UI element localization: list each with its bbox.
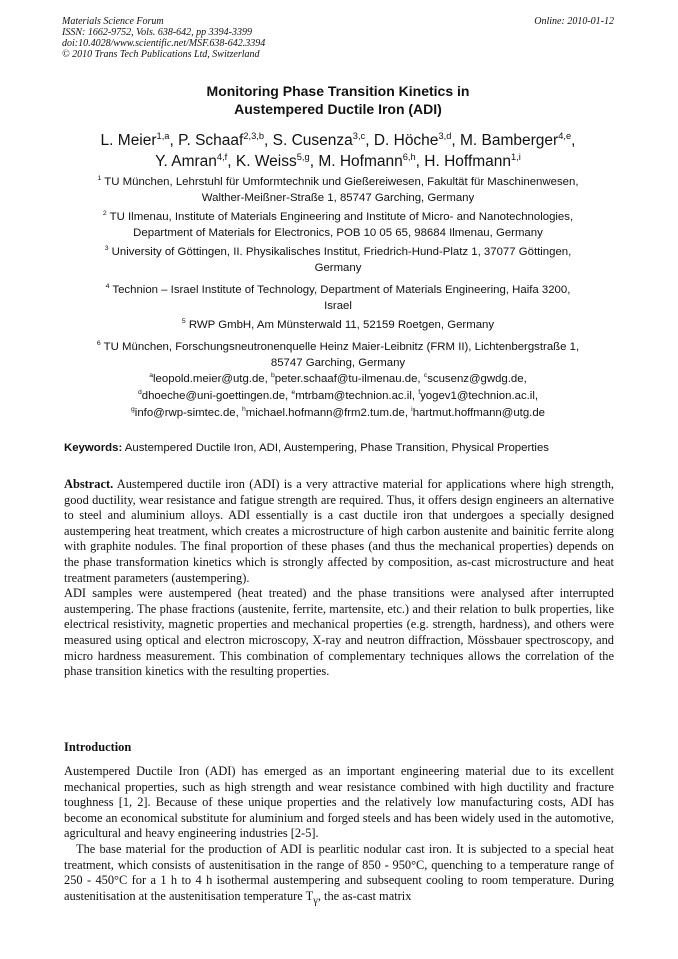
email-list [62,371,614,422]
affiliation-1: $^1$ TU München, Lehrstuhl für Umformtechnik und Gießereiwesen, Fakultät für Maschinenwesen, Walther-Meißner-Straße 1, 85747 Garching, Germany [97,175,579,204]
affiliation-4: $^4$ Technion – Israel Institute of Technology, Department of Materials Engineering, Haifa 3200, Israel [105,283,571,312]
copyright: © 2010 Trans Tech Publications Ltd, Switzerland [62,49,260,60]
introduction-paragraph-2: The base material for the production of ADI is pearlitic nodular cast iron. It is subjected to a special heat treatment, which consists of austenitisation in the range of 850 - 950°C, quenching to a temperature range of 250 - 450°C for a 1 h to 4 h isothermal austempering and subsequent cooling to room temperature. During austenitisation at the austenitisation temperature $T_\gamma$, the as-cast matrix [64,841,614,907]
author-line-1 [62,130,614,151]
abstract [64,477,614,680]
affiliation-6: $^6$ TU München, Forschungsneutronenquelle Heinz Maier-Leibnitz (FRM II), Lichtenbergstraße 1, 85747 Garching, Germany [96,340,580,369]
issn: ISSN: 1662-9752, Vols. 638-642, pp 3394-3399 [62,27,252,38]
doi: doi:10.4028/www.scientific.net/MSF.638-642.3394 [62,38,266,49]
title-line-2: Austempered Ductile Iron (ADI) [234,101,442,117]
abstract-paragraph-1: Abstract. Austempered ductile iron (ADI) is a very attractive material for applications where high strength, good ductility, wear resistance and fatigue strength are required. Thus, it offers design engineers an alternative to steel and aluminium alloys. ADI essentially is a cast ductile iron that undergoes a specially designed austempering heat treatment, which creates a microstructure of high carbon austenite and bainitic ferrite along with graphite nodules. The final proportion of these phases (and thus the mechanical properties) depends on the phase transformation kinetics which is strongly affected by composition, as-cast microstructure and heat treatment parameters (austempering). [64,477,614,585]
keywords-label: Keywords: [64,442,123,454]
email-link[interactable]: hartmut.hoffmann@utg.de [412,407,546,419]
author: Y. Amran$^{4,f}$, [155,151,236,170]
paper-title [62,82,614,118]
affiliation-2: $^2$ TU Ilmenau, Institute of Materials Engineering and Institute of Micro- and Nanotechnologies, Department of Materials for Electronics, POB 10 05 65, 98684 Ilmenau, Germany [102,210,574,239]
author-list [62,130,614,172]
email-link[interactable]: scusenz@gwdg.de, [427,373,527,385]
title-line-1: Monitoring Phase Transition Kinetics in [206,83,470,99]
keywords [64,440,616,456]
journal-header [62,16,614,60]
email-line-2: $^d$dhoeche@uni-goettingen.de, $^e$mtrbam@technion.ac.il, $^f$yogev1@technion.ac.il, [137,389,539,402]
email-link[interactable]: mtrbam@technion.ac.il, [295,390,419,402]
affiliation-5: $^5$ RWP GmbH, Am Münsterwald 11, 52159 Roetgen, Germany [181,318,495,331]
author: H. Hoffmann$^{1,i}$ [424,151,521,170]
author: K. Weiss$^{5,g}$, [235,151,319,170]
email-link[interactable]: dhoeche@uni-goettingen.de, [141,390,292,402]
email-line-3: $^g$info@rwp-simtec.de, $^h$michael.hofmann@frm2.tum.de, $^i$hartmut.hoffmann@utg.de [130,406,546,419]
author: M. Bamberger$^{4,e}$, [460,130,576,149]
introduction-paragraph-1: Austempered Ductile Iron (ADI) has emerged as an important engineering material due to its excellent mechanical properties, such as high strength and wear resistance combined with high ductility and fracture toughness [1, 2]. Because of these unique properties and the relatively low manufacturing costs, ADI has become an economical substitute for aluminium and forged steels and has been widely used in the automotive, agricultural and heavy engineering industries [2-5]. [64,764,614,841]
introduction [64,764,614,909]
author: M. Hofmann$^{6,h}$, [318,151,425,170]
email-link[interactable]: yogev1@technion.ac.il, [420,390,539,402]
email-line-1: $^a$leopold.meier@utg.de, $^b$peter.schaaf@tu-ilmenau.de, $^c$scusenz@gwdg.de, [149,372,527,385]
email-link[interactable]: peter.schaaf@tu-ilmenau.de, [274,373,424,385]
author-line-2 [62,151,614,172]
affiliation-3: $^3$ University of Göttingen, II. Physikalisches Institut, Friedrich-Hund-Platz 1, 37077 Göttingen, Germany [104,245,572,274]
online-date: Online: 2010-01-12 [534,16,614,27]
email-link[interactable]: michael.hofmann@frm2.tum.de, [245,407,412,419]
author: D. Höche$^{3,d}$, [373,130,460,149]
email-link[interactable]: info@rwp-simtec.de, [134,407,242,419]
journal-name: Materials Science Forum [62,16,164,27]
author: P. Schaaf$^{2,3,b}$, [178,130,273,149]
abstract-label: Abstract. [64,477,114,491]
author: L. Meier$^{1,a}$, [100,130,179,149]
author: S. Cusenza$^{3,c}$, [272,130,374,149]
introduction-heading: Introduction [64,740,132,754]
abstract-paragraph-2: ADI samples were austempered (heat treated) and the phase transitions were analysed after interrupted austempering. The phase fractions (austenite, ferrite, martensite, etc.) and their relation to bulk properties, like electrical resistivity, magnetic properties and mechanical properties (e.g. strength, hardness), and others were measured using optical and electron microscopy, X-ray and neutron diffraction, Mössbauer spectroscopy, and micro hardness measurement. This combination of complementary techniques allows the correlation of the phase transition kinetics with the resulting properties. [64,586,614,679]
email-link[interactable]: leopold.meier@utg.de, [153,373,271,385]
keywords-text: Austempered Ductile Iron, ADI, Austempering, Phase Transition, Physical Properties [124,442,549,454]
